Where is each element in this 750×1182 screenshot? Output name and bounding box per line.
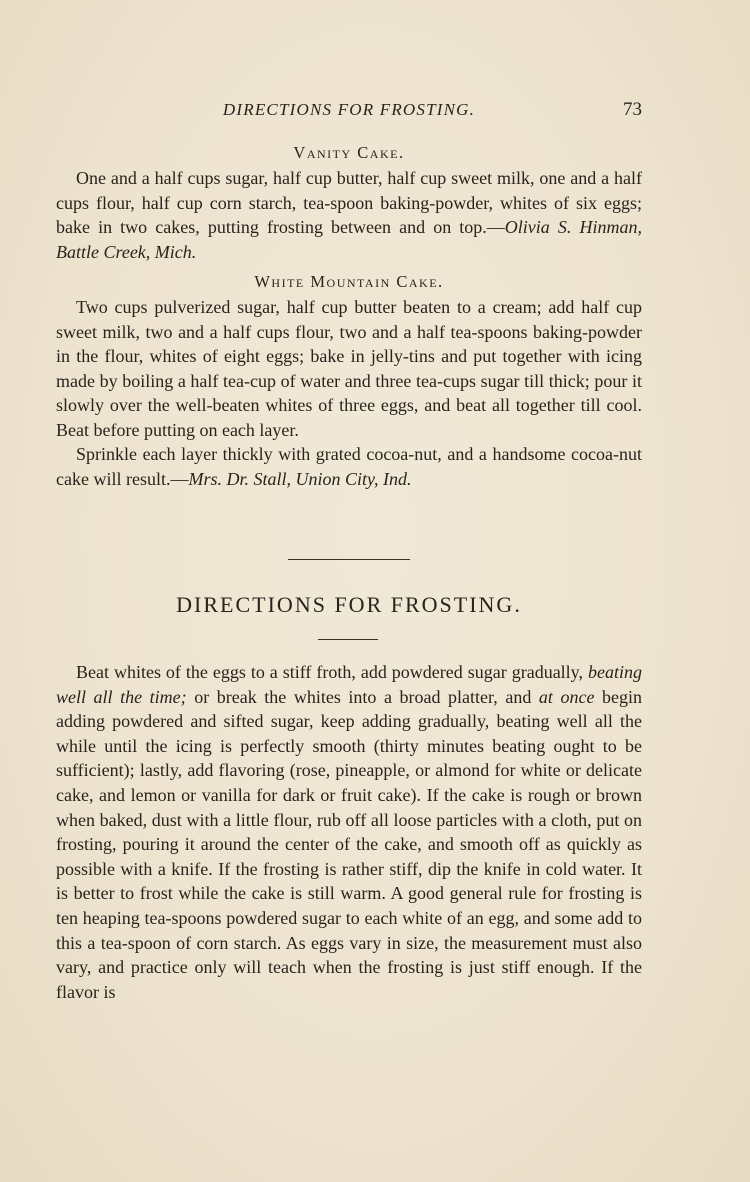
frosting-section-heading: DIRECTIONS FOR FROSTING. bbox=[176, 592, 522, 617]
white-mountain-cake-paragraph-2 bbox=[56, 442, 642, 491]
section-divider-lower bbox=[318, 639, 378, 640]
white-mountain-cake-text-2: Sprinkle each layer thickly with grated cocoa-nut, and a handsome cocoa-nut cake will result.— bbox=[56, 444, 642, 489]
section-divider-upper bbox=[288, 559, 410, 560]
frosting-emphasis-2: at once bbox=[538, 686, 595, 707]
vanity-cake-title: Vanity Cake. bbox=[293, 143, 405, 162]
frosting-text-2: or break the whites into a broad platter, and bbox=[186, 686, 539, 707]
vanity-cake-attribution: Olivia S. Hinman, Battle Creek, Mich. bbox=[56, 217, 642, 262]
frosting-text-3: begin adding powdered and sifted sugar, keep adding gradually, beating well all the while until the icing is perfectly smooth (thirty minutes beating ought to be sufficient); lastly, add flavoring (rose, pineapple, or almond for white or delicate cake, and lemon or vanilla for dark or fruit cake). If the cake is rough or brown when baked, dust with a little flour, rub off all loose particles with a cloth, put on frosting, pouring it around the center of the cake, and smooth off as quickly as possible with a knife. If the frosting is rather stiff, dip the knife in cold water. It is better to frost while the cake is still warm. A good general rule for frosting is ten heaping tea-spoons powdered sugar to each white of an egg, and some add to this a tea-spoon of corn starch. As eggs vary in size, the measurement must also vary, and practice only will teach when the frosting is just stiff enough. If the flavor is bbox=[56, 686, 643, 1002]
white-mountain-cake-title: White Mountain Cake. bbox=[254, 272, 444, 291]
page-number: 73 bbox=[623, 99, 642, 120]
white-mountain-cake-paragraph-1: Two cups pulverized sugar, half cup butter beaten to a cream; add half cup sweet milk, two and a half cups flour, two and a half tea-spoons baking-powder in the flour, whites of eight eggs; bake in jelly-tins and put together with icing made by boiling a half tea-cup of water and three tea-cups sugar till thick; pour it slowly over the well-beaten whites of three eggs, and beat all together till cool. Beat before putting on each layer. bbox=[56, 297, 642, 440]
recipes-column bbox=[56, 140, 642, 491]
running-head bbox=[56, 100, 642, 126]
vanity-cake-paragraph bbox=[56, 166, 642, 264]
frosting-emphasis-1: beating well all the time; bbox=[56, 662, 642, 707]
running-head-title: DIRECTIONS FOR FROSTING. bbox=[222, 100, 476, 119]
vanity-cake-text: One and a half cups sugar, half cup butter, half cup sweet milk, one and a half cups flour, half cup corn starch, tea-spoon baking-powder, whites of six eggs; bake in two cakes, putting frosting between and on top.— bbox=[56, 168, 642, 237]
frosting-paragraph bbox=[56, 660, 642, 1004]
frosting-text-1: Beat whites of the eggs to a stiff froth, add powdered sugar gradually, bbox=[76, 662, 588, 682]
frosting-column bbox=[56, 660, 642, 1004]
white-mountain-cake-attribution: Mrs. Dr. Stall, Union City, Ind. bbox=[188, 468, 412, 489]
